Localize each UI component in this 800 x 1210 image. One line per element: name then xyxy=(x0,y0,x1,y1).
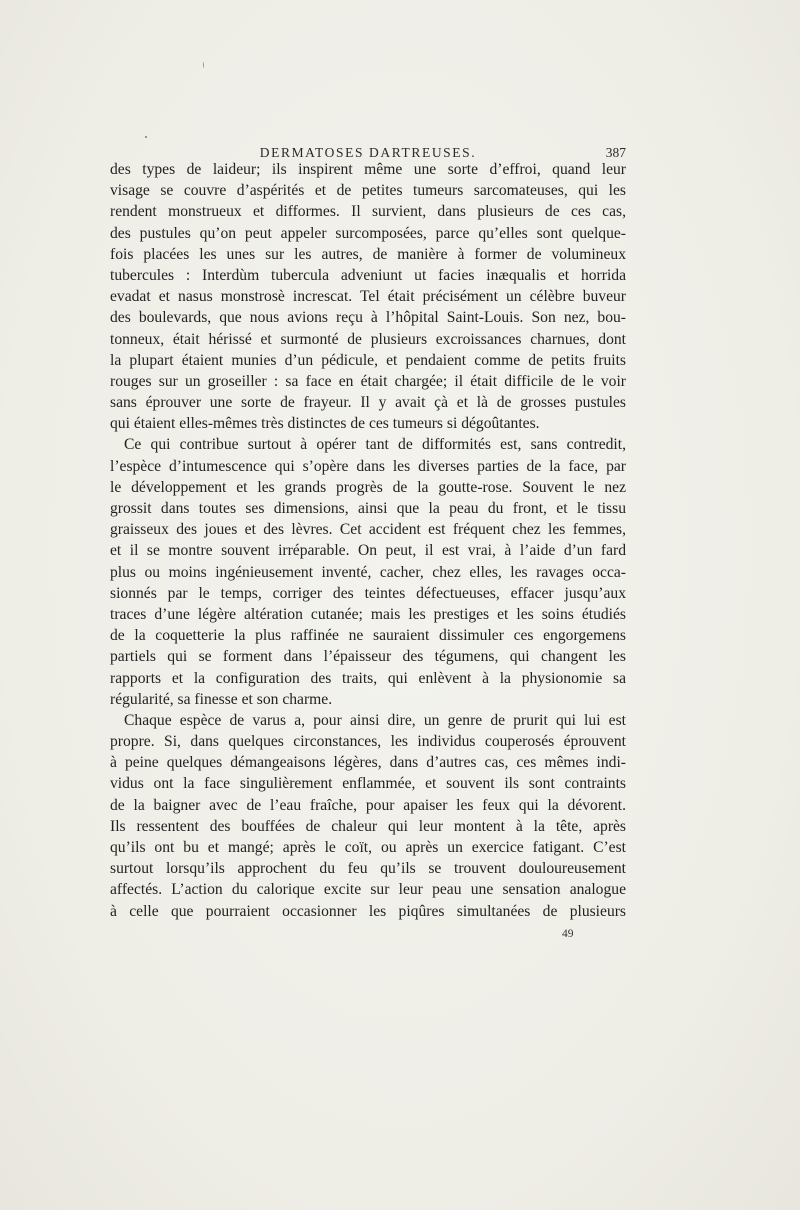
text-line: le développement et les grands progrès de la goutte-rose. Souvent le nez xyxy=(110,478,626,496)
text-line: graisseux des joues et des lèvres. Cet accident est fréquent chez les femmes, xyxy=(110,521,626,539)
text-line: de la coquetterie la plus raffinée ne sauraient dissimuler ces engorgemens xyxy=(110,627,626,645)
page-number: 387 xyxy=(605,145,626,160)
text-line: des boulevards, que nous avions reçu à l’hôpital Saint-Louis. Son nez, bou- xyxy=(110,309,626,327)
text-line: des types de laideur; ils inspirent même une sorte d’effroi, quand leur xyxy=(110,161,626,178)
text-line: vidus ont la face singulièrement enflammée, et souvent ils sont contraints xyxy=(110,775,626,793)
text-line: sans éprouver une sorte de frayeur. Il y avait çà et là de grosses pustules xyxy=(110,394,626,412)
text-body xyxy=(110,159,626,922)
text-line: qu’ils ont bu et mangé; après le coït, ou après un exercice fatigant. C’est xyxy=(110,839,626,856)
text-line: tubercules : Interdùm tubercula adveniunt ut facies inæqualis et horrida xyxy=(110,266,626,284)
text-line: affectés. L’action du calorique excite sur leur peau une sensation analogue xyxy=(110,881,626,899)
text-line: la plupart étaient munies d’un pédicule, et pendaient comme de petits fruits xyxy=(110,351,626,369)
text-line: evadat et nasus monstrosè increscat. Tel était précisément un célèbre buveur xyxy=(110,288,626,306)
text-line: Ils ressentent des bouffées de chaleur qui leur montent à la tête, après xyxy=(110,817,626,835)
paragraph-1 xyxy=(110,159,626,434)
text-line: régularité, sa finesse et son charme. xyxy=(110,690,333,708)
text-line: et il se montre souvent irréparable. On peut, il est vrai, à l’aide d’un fard xyxy=(110,542,626,560)
text-line: sionnés par le temps, corriger des teintes défectueuses, effacer jusqu’aux xyxy=(110,584,626,602)
text-line: des pustules qu’on peut appeler surcomposées, parce qu’elles sont quelque- xyxy=(110,224,626,242)
text-line: qui étaient elles-mêmes très distinctes de ces tumeurs si dégoûtantes. xyxy=(110,415,540,433)
text-line: visage se couvre d’aspérités et de petites tumeurs sarcomateuses, qui les xyxy=(110,182,626,200)
text-line: Ce qui contribue surtout à opérer tant de difformités est, sans contredit, xyxy=(124,436,626,454)
text-line: grossit dans toutes ses dimensions, ainsi que la peau du front, et le tissu xyxy=(110,500,626,517)
text-line: propre. Si, dans quelques circonstances, les individus couperosés éprouvent xyxy=(110,733,626,751)
text-line: l’espèce d’intumescence qui s’opère dans les diverses parties de la face, par xyxy=(110,457,626,475)
paper-speck xyxy=(145,136,147,138)
text-line: à celle que pourraient occasionner les piqûres simultanées de plusieurs xyxy=(110,902,626,920)
text-line: rendent monstrueux et difformes. Il survient, dans plusieurs de ces cas, xyxy=(110,203,626,221)
text-line: de la baigner avec de l’eau fraîche, pour apaiser les feux qui la dévorent. xyxy=(110,796,626,814)
paper-speck xyxy=(203,62,204,68)
text-line: fois placées les unes sur les autres, de manière à former de volumineux xyxy=(110,245,626,263)
text-line: tonneux, était hérissé et surmonté de plusieurs excroissances charnues, dont xyxy=(110,330,626,348)
paragraph-3 xyxy=(110,710,626,922)
text-line: Chaque espèce de varus a, pour ainsi dire, un genre de prurit qui lui est xyxy=(124,711,626,729)
printer-signature: 49 xyxy=(562,928,574,940)
text-line: rouges sur un groseiller : sa face en était chargée; il était difficile de le voir xyxy=(110,372,626,390)
text-line: traces d’une légère altération cutanée; mais les prestiges et les soins étudiés xyxy=(110,605,626,623)
text-line: rapports et la configuration des traits, qui enlèvent à la physionomie sa xyxy=(110,669,626,687)
running-title: DERMATOSES DARTREUSES. xyxy=(259,145,477,160)
text-line: surtout lorsqu’ils approchent du feu qu’ils se trouvent douloureusement xyxy=(110,860,626,878)
text-line: à peine quelques démangeaisons légères, dans d’autres cas, ces mêmes indi- xyxy=(110,754,626,772)
paragraph-2 xyxy=(110,434,626,709)
text-line: plus ou moins ingénieusement inventé, cacher, chez elles, les ravages occa- xyxy=(110,563,626,581)
text-line: partiels qui se forment dans l’épaisseur des tégumens, qui changent les xyxy=(110,648,626,666)
